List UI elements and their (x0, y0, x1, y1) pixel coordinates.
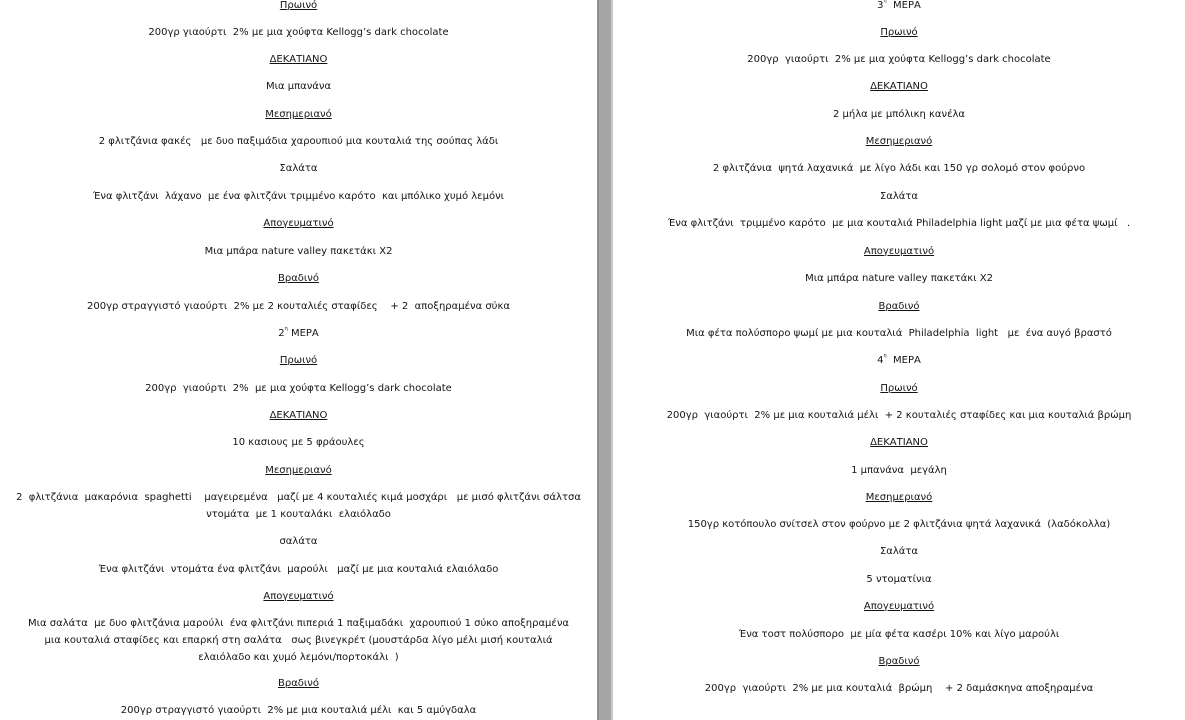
snack-heading: ΔΕΚΑΤΙΑΝΟ (870, 437, 928, 448)
meal-line: ντομάτα με 1 κουταλάκι ελαιόλαδο (206, 509, 391, 520)
meal-line: 2 φλιτζάνια φακές με δυο παξιμάδια χαρουπιού μια κουταλιά της σούπας λάδι (98, 136, 499, 147)
snack-heading: ΔΕΚΑΤΙΑΝΟ (269, 410, 328, 421)
meal-line: 5 ντοματίνια (866, 574, 932, 585)
day-heading: $3^\eta$ ΜΕΡΑ (877, 0, 921, 11)
page-gap (597, 0, 613, 720)
meal-line: Μια μπάρα nature valley πακετάκι X2 (204, 246, 393, 257)
meal-line: μια κουταλιά σταφίδες και επαρκή στη σαλάτα σως βινεγκρέτ (μουστάρδα λίγο μέλι μισή κουταλιά (44, 635, 553, 646)
meal-line: 2 φλιτζάνια μακαρόνια spaghetti μαγειρεμένα μαζί με 4 κουταλιές κιμά μοσχάρι με μισό φλιτζάνι σάλτσα (16, 492, 581, 503)
meal-line: 200γρ γιαούρτι 2% με μια χούφτα Kellogg’s dark chocolate (148, 27, 449, 38)
salad-heading: σαλάτα (279, 536, 318, 547)
lunch-heading: Μεσημεριανό (865, 492, 933, 503)
meal-line: 150γρ κοτόπουλο σνίτσελ στον φούρνο με 2 φλιτζάνια ψητά λαχανικά (λαδόκολλα) (687, 519, 1111, 530)
meal-line: 10 κασιους με 5 φράουλες (232, 437, 365, 448)
salad-heading: Σαλάτα (879, 546, 919, 557)
lunch-heading: Μεσημεριανό (265, 109, 332, 120)
meal-line: 1 μπανάνα μεγάλη (851, 465, 947, 476)
lunch-heading: Μεσημεριανό (265, 465, 332, 476)
meal-line: Μια μπάρα nature valley πακετάκι X2 (805, 273, 993, 284)
breakfast-heading: Πρωινό (279, 0, 318, 11)
meal-line: 200γρ στραγγιστό γιαούρτι 2% με μια κουταλιά μέλι και 5 αμύγδαλα (120, 705, 477, 716)
meal-line: 2 φλιτζάνια ψητά λαχανικά με λίγο λάδι και 150 γρ σολομό στον φούρνο (712, 163, 1086, 174)
snack-heading: ΔΕΚΑΤΙΑΝΟ (870, 81, 928, 92)
breakfast-heading: Πρωινό (880, 27, 918, 38)
dinner-heading: Βραδινό (277, 678, 319, 689)
meal-line: Μια μπανάνα (265, 81, 332, 92)
meal-line: 200γρ στραγγιστό γιαούρτι 2% με 2 κουταλιές σταφίδες + 2 αποξηραμένα σύκα (87, 301, 510, 312)
meal-line: 2 μήλα με μπόλικη κανέλα (832, 109, 966, 120)
afternoon-heading: Απογευματινό (863, 246, 935, 257)
meal-line: Μια σαλάτα με δυο φλιτζάνια μαρούλι ένα φλιτζάνι πιπεριά 1 παξιμαδάκι χαρουπιού 1 σύκο αποξηραμένα (28, 618, 569, 629)
afternoon-heading: Απογευματινό (263, 218, 334, 229)
dinner-heading: Βραδινό (878, 656, 920, 667)
meal-line: 200γρ γιαούρτι 2% με μια κουταλιά μέλι + 2 κουταλιές σταφίδες και μια κουταλιά βρώμη (666, 410, 1132, 421)
right-page (613, 0, 1185, 720)
breakfast-heading: Πρωινό (880, 383, 918, 394)
afternoon-heading: Απογευματινό (263, 591, 334, 602)
meal-line: Ένα φλιτζάνι τριμμένο καρότο με μια κουταλιά Philadelphia light μαζί με μια φέτα ψωμί . (667, 218, 1131, 229)
snack-heading: ΔΕΚΑΤΙΑΝΟ (269, 54, 328, 65)
dinner-heading: Βραδινό (277, 273, 319, 284)
dinner-heading: Βραδινό (878, 301, 920, 312)
meal-line: Ένα φλιτζάνι ντομάτα ένα φλιτζάνι μαρούλι μαζί με μια κουταλιά ελαιόλαδο (98, 564, 499, 575)
meal-line: Ένα τοστ πολύσπορο με μία φέτα κασέρι 10% και λίγο μαρούλι (738, 629, 1060, 640)
afternoon-heading: Απογευματινό (863, 601, 935, 612)
meal-line: Ένα φλιτζάνι λάχανο με ένα φλιτζάνι τριμμένο καρότο και μπόλικο χυμό λεμόνι (92, 191, 505, 202)
day-heading: $4^\eta$ ΜΕΡΑ (877, 353, 921, 366)
meal-line: 200γρ γιαούρτι 2% με μια κουταλιά βρώμη + 2 δαμάσκηνα αποξηραμένα (704, 683, 1094, 694)
salad-heading: Σαλάτα (279, 163, 318, 174)
meal-line: 200γρ γιαούρτι 2% με μια χούφτα Kellogg’s dark chocolate (747, 54, 1051, 65)
salad-heading: Σαλάτα (879, 191, 919, 202)
meal-line: 200γρ γιαούρτι 2% με μια χούφτα Kellogg’s dark chocolate (145, 383, 452, 394)
meal-line: ελαιόλαδο και χυμό λεμόνι/πορτοκάλι ) (198, 652, 399, 663)
breakfast-heading: Πρωινό (279, 355, 318, 366)
lunch-heading: Μεσημεριανό (865, 136, 933, 147)
day-heading: $2^\eta$ ΜΕΡΑ (278, 326, 319, 339)
meal-line: Μια φέτα πολύσπορο ψωμί με μια κουταλιά Philadelphia light με ένα αυγό βραστό (686, 328, 1112, 339)
